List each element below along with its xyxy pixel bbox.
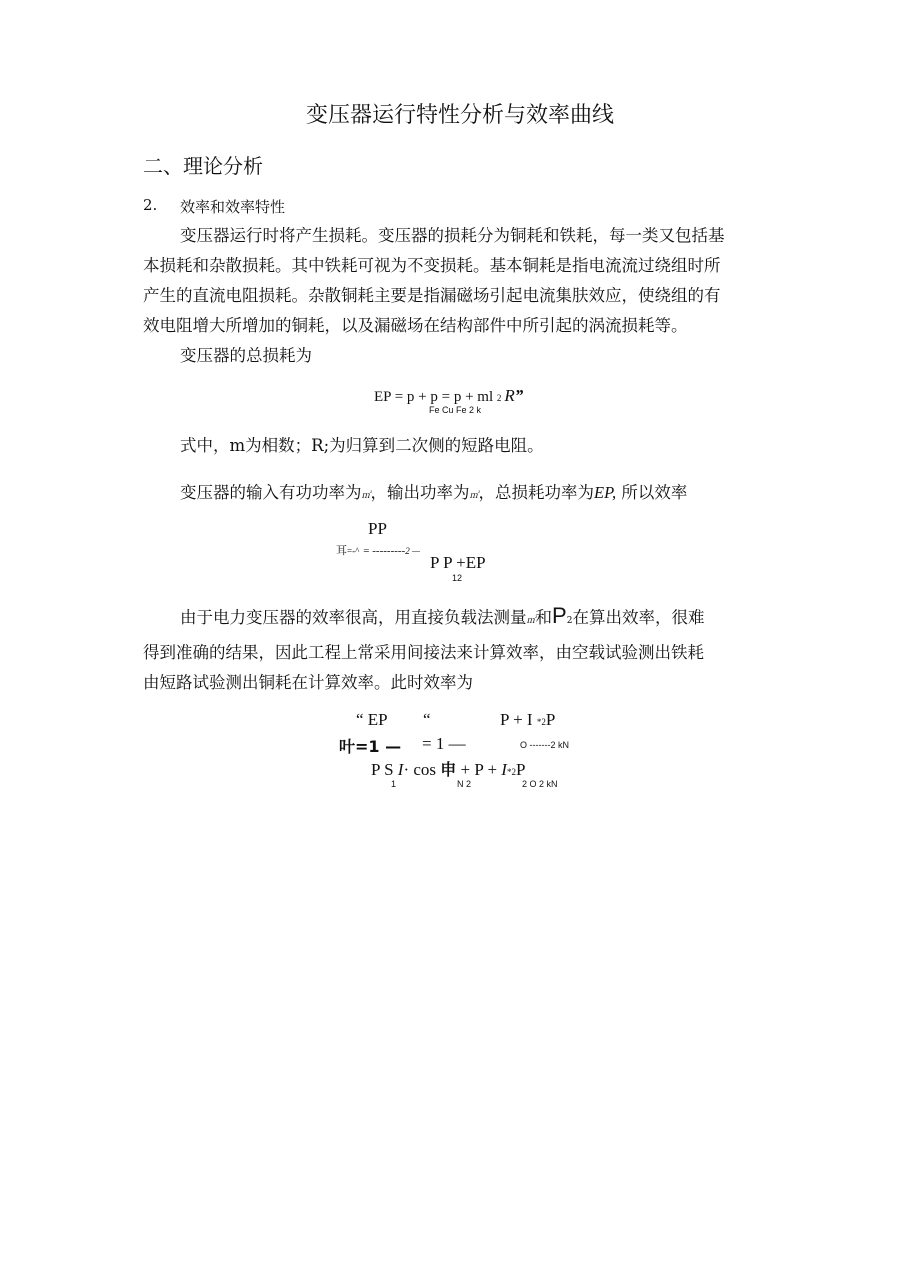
formula-text: P <box>545 710 556 729</box>
formula-total-loss <box>374 386 523 406</box>
page-title: 变压器运行特性分析与效率曲线 <box>305 103 614 128</box>
paragraph-line: 变压器运行时将产生损耗。变压器的损耗分为铜耗和铁耗，每一类又包括基 <box>180 226 725 245</box>
paragraph-indirect-line3: 由短路试验测出铜耗在计算效率。此时效率为 <box>143 673 473 692</box>
formula-subscript: 2 <box>496 393 502 403</box>
power-line <box>180 479 687 503</box>
formula-text: R <box>504 386 515 405</box>
formula3-mid: = 1 — <box>422 734 466 753</box>
p2-subscript: 2 <box>566 616 573 626</box>
paragraph-losses <box>143 222 783 342</box>
paragraph-indirect-line2: 得到准确的结果，因此工程上常采用间接法来计算效率，由空载试验测出铁耗 <box>143 643 704 662</box>
formula-text: · cos <box>403 760 441 779</box>
formula-text: 叶=1 — <box>339 737 402 756</box>
paragraph-line: 效电阻增大所增加的铜耗，以及漏磁场在结构部件中所引起的涡流损耗等。 <box>143 316 688 335</box>
formula3-mid-right: O -------2 kN <box>520 740 569 750</box>
formula-text: I <box>501 760 507 779</box>
formula-text: P S <box>371 760 398 779</box>
subsection-number: 2. <box>143 196 158 214</box>
total-loss-intro: 变压器的总损耗为 <box>180 346 312 365</box>
power-text: 所以效率 <box>616 483 688 502</box>
formula-text: 申 <box>440 760 457 779</box>
ep-symbol: EP, <box>594 483 617 502</box>
formula-text: EP = p + p = p + ml <box>374 389 497 405</box>
subsection-title: 效率和效率特性 <box>180 198 286 216</box>
formula3-sub-n2: N 2 <box>457 779 472 789</box>
formula-text: P <box>515 760 526 779</box>
formula3-top-left: “ EP <box>356 710 388 729</box>
paragraph-text: 由于电力变压器的效率很高，用直接负载法测量 <box>180 608 527 627</box>
formula-text: I <box>397 760 404 779</box>
formula3-top-right <box>500 710 555 730</box>
paragraph-text: 和 <box>535 608 553 627</box>
formula-text: 耳 <box>336 544 347 557</box>
formula-subscript: *2 <box>536 717 546 727</box>
formula-efficiency-numerator: PP <box>368 519 387 538</box>
section-heading: 二、理论分析 <box>143 154 263 178</box>
formula3-top-mid: “ <box>423 710 431 729</box>
formula-efficiency-denominator: P P +EP <box>430 553 486 572</box>
formula-text: P + I <box>500 710 537 729</box>
power-text: ，输出功率为 <box>370 483 470 502</box>
formula-subscripts: Fe Cu Fe 2 k <box>429 405 482 415</box>
power-text: ，总损耗功率为 <box>478 483 595 502</box>
formula-subscript: 2 — <box>405 546 420 556</box>
paragraph-line: 本损耗和杂散损耗。其中铁耗可视为不变损耗。基本铜耗是指电流流过绕组时所 <box>143 256 721 275</box>
formula-text: = --------- <box>363 545 406 557</box>
paragraph-text: 在算出效率，很难 <box>572 608 705 627</box>
formula3-sub-1: 1 <box>391 779 397 789</box>
formula3-sub-2o2kn: 2 O 2 kN <box>522 779 558 789</box>
formula3-bottom <box>371 757 525 780</box>
formula-text: + P + <box>456 760 502 779</box>
formula-text: ” <box>514 386 524 405</box>
p2-symbol: P <box>552 603 567 628</box>
formula-text: =-^ <box>347 546 360 556</box>
where-line: 式中，m为相数；R;为归算到二次侧的短路电阻。 <box>180 436 544 455</box>
formula-subscripts: 12 <box>452 573 463 583</box>
paragraph-indirect-line1 <box>180 603 704 629</box>
formula3-lhs <box>339 734 401 757</box>
formula-efficiency-lhs <box>336 541 420 559</box>
p1-symbol: ㎡ <box>526 616 536 626</box>
power-text: 变压器的输入有功功率为 <box>180 483 362 502</box>
p1-symbol: ㎡ <box>361 491 371 501</box>
p2-symbol: ㎡ <box>469 491 479 501</box>
paragraph-line: 产生的直流电阻损耗。杂散铜耗主要是指漏磁场引起电流集肤效应，使绕组的有 <box>143 286 721 305</box>
formula-subscript: *2 <box>506 767 516 777</box>
